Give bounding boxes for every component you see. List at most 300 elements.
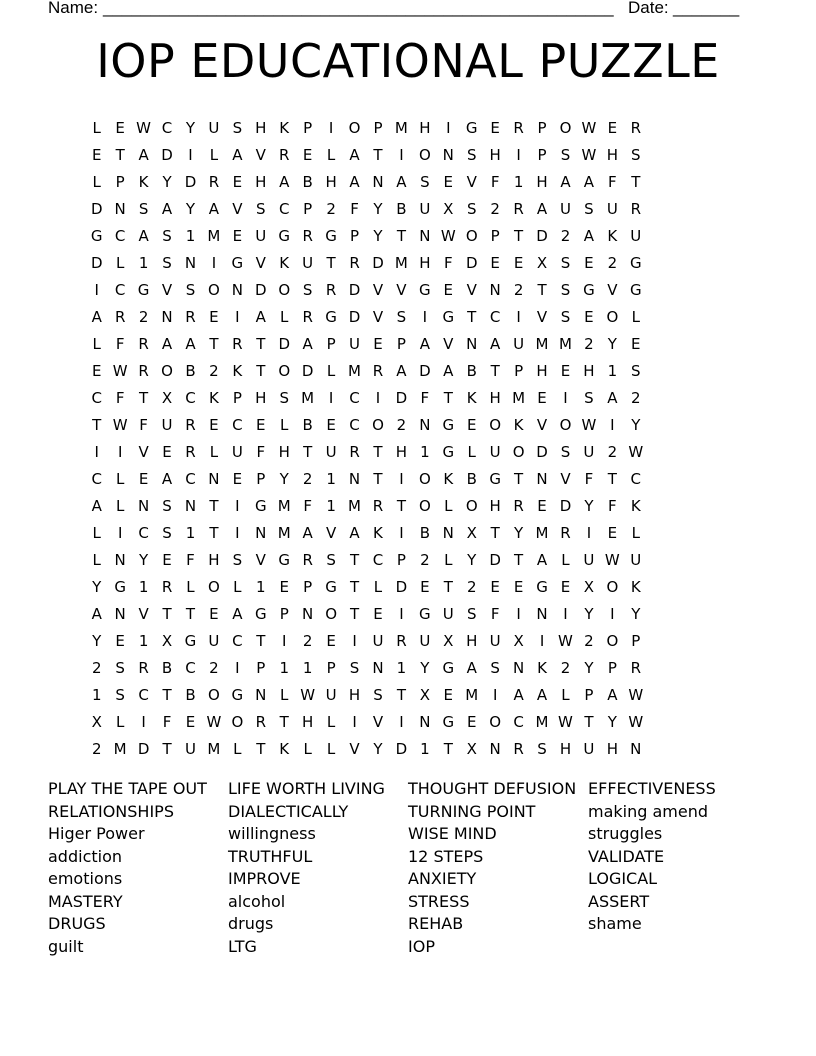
grid-letter: Y xyxy=(373,226,383,245)
grid-letter: Y xyxy=(279,469,289,488)
grid-letter: S xyxy=(232,550,243,569)
grid-letter: E xyxy=(302,145,313,164)
grid-letter: I xyxy=(211,253,217,272)
word-list-item: struggles xyxy=(588,824,663,843)
grid-letter: L xyxy=(561,550,570,569)
grid-letter: E xyxy=(373,604,383,623)
grid-letter: C xyxy=(138,685,149,704)
grid-letter: S xyxy=(560,145,571,164)
grid-letter: D xyxy=(161,145,173,164)
grid-letter: H xyxy=(536,172,548,191)
grid-letter: Y xyxy=(185,118,196,137)
grid-letter: 1 xyxy=(185,523,196,542)
grid-letter: W xyxy=(112,361,128,380)
word-list-item: MASTERY xyxy=(48,891,123,911)
grid-letter: K xyxy=(279,739,290,758)
grid-letter: U xyxy=(325,685,337,704)
grid-letter: P xyxy=(303,577,313,596)
grid-letter: 1 xyxy=(185,226,196,245)
grid-letter: L xyxy=(92,550,101,569)
grid-letter: R xyxy=(185,415,196,434)
grid-letter: S xyxy=(115,685,125,704)
grid-letter: M xyxy=(512,388,526,407)
grid-letter: R xyxy=(208,172,220,191)
grid-letter: F xyxy=(115,334,125,353)
grid-letter: T xyxy=(443,577,453,596)
grid-letter: Y xyxy=(92,631,102,650)
grid-letter: L xyxy=(233,739,242,758)
grid-letter: T xyxy=(279,712,289,731)
grid-letter: A xyxy=(419,334,430,353)
grid-letter: 1 xyxy=(420,739,430,758)
grid-letter: T xyxy=(349,577,360,596)
grid-letter: B xyxy=(466,469,477,488)
grid-letter: U xyxy=(419,631,431,650)
grid-letter: I xyxy=(235,658,240,677)
grid-letter: A xyxy=(161,469,173,488)
grid-row xyxy=(85,222,741,249)
grid-row xyxy=(85,546,741,573)
grid-letter: H xyxy=(536,361,548,380)
grid-letter: R xyxy=(560,523,571,542)
grid-row xyxy=(85,330,741,357)
grid-letter: Y xyxy=(607,334,617,353)
grid-letter: S xyxy=(373,685,383,704)
grid-letter: A xyxy=(138,145,149,164)
grid-letter: N xyxy=(419,226,431,245)
word-list-item: IMPROVE xyxy=(228,869,301,888)
grid-letter: E xyxy=(443,172,454,191)
grid-letter: U xyxy=(184,739,196,758)
grid-letter: X xyxy=(583,577,595,596)
grid-letter: E xyxy=(490,577,500,596)
grid-letter: Y xyxy=(92,577,102,596)
grid-letter: M xyxy=(394,253,408,272)
grid-letter: G xyxy=(442,307,455,326)
grid-row xyxy=(85,195,741,222)
grid-letter: B xyxy=(302,172,313,191)
grid-letter: G xyxy=(489,469,501,488)
grid-letter: R xyxy=(279,145,290,164)
grid-letter: M xyxy=(348,361,361,380)
grid-letter: P xyxy=(232,388,242,407)
grid-letter: Y xyxy=(584,604,594,623)
word-list-item: STRESS xyxy=(408,891,470,911)
grid-letter: E xyxy=(209,307,219,326)
grid-letter: U xyxy=(372,631,384,650)
grid-letter: A xyxy=(607,685,618,704)
grid-letter: 1 xyxy=(279,658,289,677)
grid-letter: 2 xyxy=(513,280,524,299)
grid-letter: A xyxy=(349,172,360,191)
grid-letter: N xyxy=(630,739,642,758)
grid-letter: I xyxy=(399,469,404,488)
word-list-item: VALIDATE xyxy=(588,846,665,866)
grid-letter: A xyxy=(536,550,548,569)
word-list-item: alcohol xyxy=(228,891,286,911)
grid-letter: P xyxy=(303,199,313,218)
word-list-item: TURNING POINT xyxy=(408,801,536,821)
grid-letter: R xyxy=(513,118,524,137)
grid-letter: 2 xyxy=(326,199,336,218)
grid-letter: H xyxy=(489,496,501,515)
grid-letter: U xyxy=(419,199,431,218)
grid-letter: T xyxy=(584,712,594,731)
grid-letter: N xyxy=(512,658,525,677)
grid-letter: D xyxy=(536,226,548,245)
grid-letter: R xyxy=(302,307,313,326)
grid-letter: N xyxy=(114,604,126,623)
grid-letter: Y xyxy=(514,523,524,542)
grid-letter: P xyxy=(607,658,617,677)
grid-letter: U xyxy=(583,739,595,758)
grid-letter: R xyxy=(513,739,524,758)
grid-row xyxy=(85,357,741,384)
grid-letter: L xyxy=(467,442,476,461)
grid-letter: Y xyxy=(584,658,594,677)
grid-letter: V xyxy=(466,280,477,299)
grid-letter: 2 xyxy=(607,253,618,272)
grid-letter: U xyxy=(302,253,314,272)
grid-letter: U xyxy=(208,118,220,137)
grid-letter: C xyxy=(232,631,243,650)
grid-letter: A xyxy=(232,145,243,164)
grid-letter: 1 xyxy=(326,469,336,488)
grid-letter: S xyxy=(631,145,641,164)
word-list-item: RELATIONSHIPS xyxy=(48,801,174,821)
grid-letter: I xyxy=(282,631,287,650)
grid-letter: R xyxy=(349,253,360,272)
grid-letter: A xyxy=(607,388,618,407)
grid-letter: O xyxy=(208,280,220,299)
grid-letter: C xyxy=(185,658,196,677)
page-title: IOP EDUCATIONAL PUZZLE xyxy=(96,34,720,88)
grid-letter: S xyxy=(631,361,641,380)
grid-letter: S xyxy=(256,199,266,218)
grid-letter: L xyxy=(631,523,640,542)
grid-letter: N xyxy=(536,604,548,623)
grid-letter: N xyxy=(372,658,384,677)
grid-letter: I xyxy=(235,496,240,515)
grid-letter: T xyxy=(467,307,477,326)
grid-row xyxy=(85,276,741,303)
grid-letter: N xyxy=(231,280,243,299)
grid-letter: I xyxy=(235,523,240,542)
grid-letter: A xyxy=(349,523,360,542)
grid-letter: S xyxy=(115,658,125,677)
grid-letter: U xyxy=(583,550,595,569)
grid-letter: H xyxy=(489,145,501,164)
grid-letter: G xyxy=(583,280,595,299)
grid-letter: I xyxy=(328,388,334,407)
grid-letter: E xyxy=(326,415,336,434)
grid-letter: O xyxy=(606,631,619,650)
grid-letter: A xyxy=(466,658,477,677)
name-label: Name: xyxy=(48,0,99,17)
grid-letter: E xyxy=(631,334,641,353)
grid-letter: E xyxy=(537,496,547,515)
grid-letter: G xyxy=(442,712,455,731)
word-list-item: drugs xyxy=(228,914,274,933)
word-column xyxy=(48,778,228,958)
grid-letter: W xyxy=(112,415,128,434)
grid-letter: C xyxy=(185,388,196,407)
grid-letter: P xyxy=(256,658,266,677)
grid-letter: E xyxy=(443,280,454,299)
grid-letter: E xyxy=(537,388,547,407)
grid-letter: D xyxy=(372,253,384,272)
grid-letter: H xyxy=(466,631,478,650)
word-list-item: EFFECTIVENESS xyxy=(588,779,716,798)
grid-letter: U xyxy=(161,415,173,434)
grid-letter: 1 xyxy=(91,685,102,704)
grid-letter: L xyxy=(186,577,195,596)
grid-letter: F xyxy=(350,199,359,218)
grid-letter: 1 xyxy=(396,658,407,677)
grid-row xyxy=(85,114,741,141)
grid-letter: 1 xyxy=(138,253,149,272)
grid-letter: L xyxy=(115,253,125,272)
grid-row xyxy=(85,681,741,708)
grid-letter: A xyxy=(536,685,548,704)
grid-letter: L xyxy=(92,334,101,353)
word-list-item: addiction xyxy=(48,846,123,866)
grid-letter: E xyxy=(466,712,477,731)
grid-letter: L xyxy=(280,415,289,434)
grid-letter: E xyxy=(279,577,289,596)
grid-row xyxy=(85,303,741,330)
grid-letter: E xyxy=(162,442,172,461)
grid-letter: G xyxy=(442,442,455,461)
grid-letter: Y xyxy=(631,415,641,434)
grid-letter: T xyxy=(373,469,383,488)
grid-letter: 2 xyxy=(466,577,477,596)
grid-letter: D xyxy=(559,496,572,515)
grid-letter: X xyxy=(161,388,173,407)
grid-letter: X xyxy=(466,739,477,758)
grid-letter: E xyxy=(584,307,594,326)
grid-letter: L xyxy=(326,712,336,731)
grid-letter: B xyxy=(419,523,430,542)
word-list-item: LTG xyxy=(228,936,257,956)
grid-letter: U xyxy=(489,442,501,461)
grid-letter: C xyxy=(91,388,102,407)
grid-letter: G xyxy=(629,253,642,272)
grid-letter: M xyxy=(277,523,291,542)
grid-letter: N xyxy=(208,469,220,488)
grid-letter: N xyxy=(302,604,314,623)
grid-letter: U xyxy=(255,226,267,245)
grid-letter: R xyxy=(349,442,360,461)
grid-letter: H xyxy=(583,361,595,380)
word-list-item: making amend xyxy=(588,801,709,821)
grid-letter: L xyxy=(303,739,312,758)
grid-letter: A xyxy=(161,334,173,353)
grid-letter: N xyxy=(442,145,454,164)
grid-letter: O xyxy=(278,280,291,299)
grid-letter: B xyxy=(396,199,407,218)
grid-letter: P xyxy=(631,631,641,650)
grid-letter: O xyxy=(325,604,337,623)
grid-letter: U xyxy=(208,631,220,650)
grid-letter: N xyxy=(419,712,431,731)
grid-letter: O xyxy=(606,307,619,326)
grid-letter: F xyxy=(420,388,430,407)
grid-letter: O xyxy=(606,577,619,596)
grid-letter: I xyxy=(563,388,568,407)
grid-row xyxy=(85,627,741,654)
grid-letter: A xyxy=(302,523,313,542)
grid-letter: G xyxy=(629,280,642,299)
grid-letter: L xyxy=(92,172,101,191)
grid-letter: L xyxy=(561,685,570,704)
grid-letter: N xyxy=(536,469,548,488)
grid-letter: W xyxy=(628,685,644,704)
grid-letter: D xyxy=(348,307,361,326)
word-list-item: ASSERT xyxy=(588,891,650,911)
grid-letter: I xyxy=(352,631,357,650)
grid-letter: G xyxy=(419,604,431,623)
word-list-item: LOGICAL xyxy=(588,869,658,888)
grid-letter: K xyxy=(373,523,383,542)
grid-letter: 1 xyxy=(256,577,266,596)
grid-letter: T xyxy=(256,739,266,758)
grid-letter: L xyxy=(280,307,289,326)
grid-letter: C xyxy=(278,199,290,218)
grid-letter: E xyxy=(326,631,336,650)
word-column xyxy=(228,778,408,958)
grid-letter: A xyxy=(536,199,548,218)
grid-letter: T xyxy=(373,442,383,461)
grid-letter: S xyxy=(560,442,571,461)
grid-letter: H xyxy=(278,442,290,461)
grid-letter: W xyxy=(440,226,456,245)
grid-letter: I xyxy=(422,307,428,326)
grid-letter: E xyxy=(209,415,219,434)
grid-letter: S xyxy=(326,550,336,569)
grid-letter: P xyxy=(584,685,594,704)
grid-letter: T xyxy=(162,685,172,704)
grid-letter: H xyxy=(255,388,267,407)
grid-letter: G xyxy=(325,226,337,245)
grid-letter: 2 xyxy=(209,361,219,380)
word-list-item: TRUTHFUL xyxy=(228,846,313,866)
grid-letter: T xyxy=(537,280,547,299)
grid-letter: P xyxy=(326,658,336,677)
grid-letter: 2 xyxy=(607,442,618,461)
grid-letter: V xyxy=(372,280,384,299)
word-column xyxy=(408,778,588,958)
grid-letter: Y xyxy=(607,712,617,731)
grid-letter: V xyxy=(607,280,618,299)
grid-letter: T xyxy=(514,550,524,569)
grid-letter: E xyxy=(607,118,618,137)
grid-letter: H xyxy=(559,739,572,758)
grid-letter: O xyxy=(489,712,502,731)
grid-letter: R xyxy=(372,361,384,380)
grid-letter: G xyxy=(536,577,548,596)
grid-letter: A xyxy=(138,226,149,245)
grid-letter: P xyxy=(350,226,360,245)
grid-letter: R xyxy=(513,496,524,515)
word-list-item: 12 STEPS xyxy=(408,846,484,866)
grid-letter: T xyxy=(396,226,406,245)
grid-letter: I xyxy=(539,631,545,650)
grid-letter: V xyxy=(372,307,384,326)
grid-letter: 1 xyxy=(138,577,149,596)
grid-letter: H xyxy=(395,442,408,461)
grid-letter: L xyxy=(233,577,242,596)
grid-letter: E xyxy=(490,118,500,137)
grid-letter: I xyxy=(188,145,193,164)
grid-letter: A xyxy=(560,172,571,191)
grid-letter: I xyxy=(94,280,99,299)
grid-letter: N xyxy=(137,496,150,515)
grid-letter: F xyxy=(115,388,125,407)
grid-row xyxy=(85,492,741,519)
grid-letter: I xyxy=(399,604,404,623)
grid-letter: K xyxy=(232,361,243,380)
grid-letter: G xyxy=(442,415,455,434)
word-list-item: emotions xyxy=(48,869,123,888)
grid-letter: P xyxy=(326,334,336,353)
grid-letter: H xyxy=(419,118,431,137)
grid-letter: E xyxy=(420,577,430,596)
grid-letter: I xyxy=(399,145,404,164)
grid-letter: 1 xyxy=(302,658,313,677)
grid-letter: 2 xyxy=(560,658,571,677)
grid-letter: U xyxy=(630,226,642,245)
grid-letter: D xyxy=(395,739,408,758)
grid-letter: Y xyxy=(467,550,477,569)
grid-letter: H xyxy=(255,118,267,137)
grid-letter: R xyxy=(630,199,641,218)
grid-letter: G xyxy=(231,685,244,704)
grid-letter: A xyxy=(208,199,220,218)
grid-letter: 2 xyxy=(396,415,407,434)
grid-letter: W xyxy=(558,631,573,650)
grid-letter: A xyxy=(91,307,102,326)
grid-letter: E xyxy=(490,253,500,272)
grid-letter: S xyxy=(584,199,594,218)
grid-letter: T xyxy=(490,361,500,380)
word-list-item: DRUGS xyxy=(48,914,106,933)
grid-letter: N xyxy=(184,496,197,515)
letter-grid xyxy=(85,114,741,762)
grid-letter: O xyxy=(278,361,291,380)
grid-letter: I xyxy=(586,523,592,542)
grid-letter: T xyxy=(256,334,266,353)
grid-letter: G xyxy=(325,577,337,596)
grid-letter: B xyxy=(302,415,313,434)
grid-letter: I xyxy=(563,604,568,623)
word-list-item: willingness xyxy=(228,824,316,843)
grid-letter: F xyxy=(256,442,266,461)
grid-letter: G xyxy=(90,226,103,245)
grid-letter: G xyxy=(254,496,267,515)
grid-letter: 2 xyxy=(91,739,102,758)
word-list-item: LIFE WORTH LIVING xyxy=(228,779,385,798)
grid-letter: F xyxy=(139,415,148,434)
grid-letter: V xyxy=(396,280,407,299)
grid-letter: M xyxy=(207,739,221,758)
name-field-line: ______________________________________________________ xyxy=(103,0,614,17)
grid-row xyxy=(85,735,741,762)
date-field-line: _______ xyxy=(673,0,740,17)
grid-letter: L xyxy=(280,685,289,704)
grid-letter: O xyxy=(559,118,572,137)
grid-letter: I xyxy=(516,604,521,623)
